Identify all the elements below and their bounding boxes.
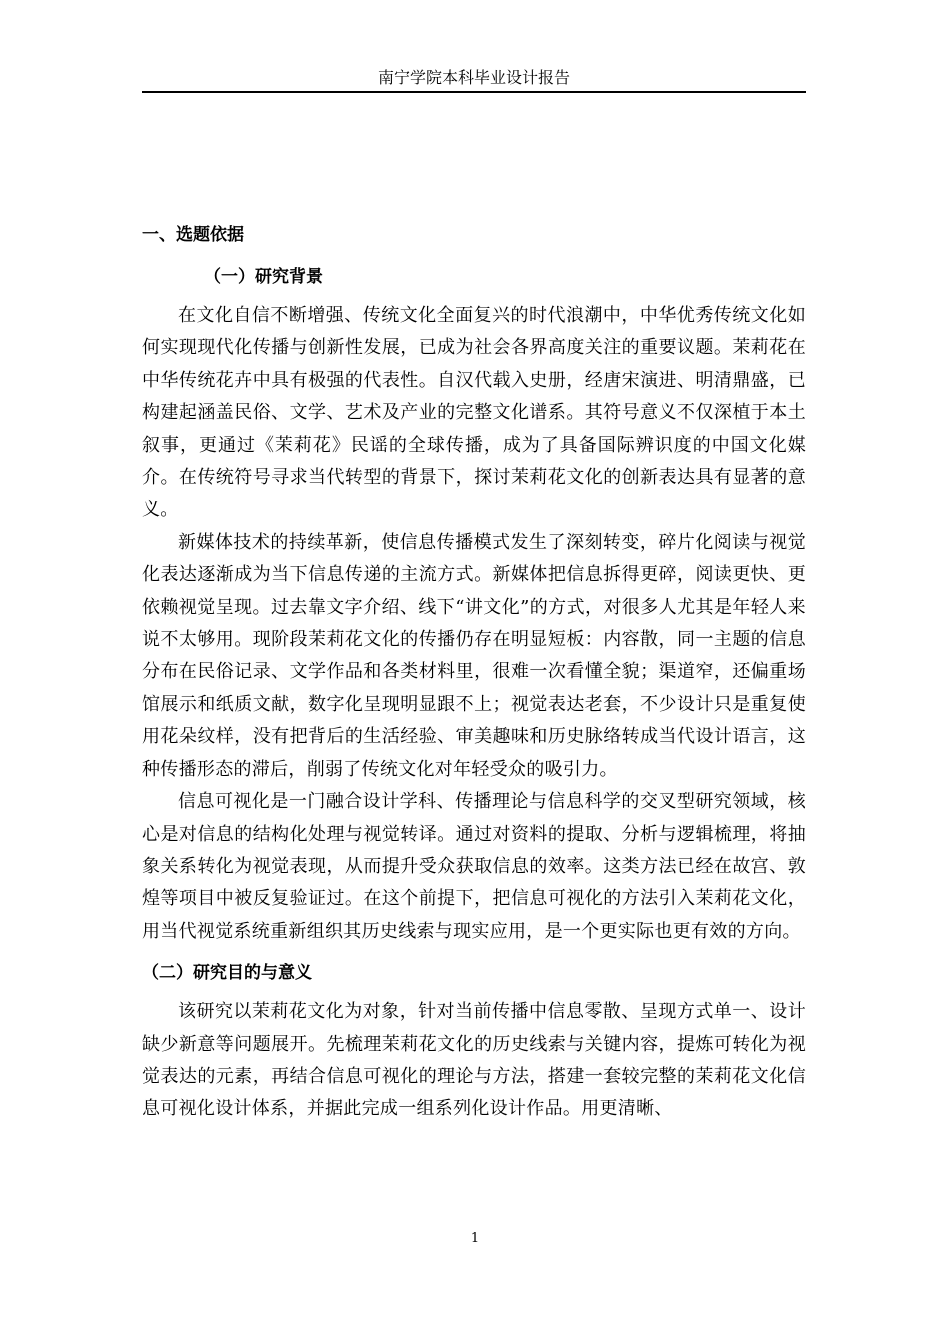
paragraph-background-3: 信息可视化是一门融合设计学科、传播理论与信息科学的交叉型研究领域，核心是对信息的结构化处理与视觉转译。通过对资料的提取、分析与逻辑梳理，将抽象关系转化为视觉表现，从而提升受众获取信息的效率。这类方法已经在故宫、敦煌等项目中被反复验证过。在这个前提下，把信息可视化的方法引入茉莉花文化，用当代视觉系统重新组织其历史线索与现实应用，是一个更实际也更有效的方向。 [142, 791, 806, 942]
document-body [142, 218, 806, 1126]
subsection-heading-purpose: （二）研究目的与意义 [142, 963, 312, 984]
section-heading-1: 一、选题依据 [142, 225, 244, 245]
paragraph-background-2: 新媒体技术的持续革新，使信息传播模式发生了深刻转变，碎片化阅读与视觉化表达逐渐成为当下信息传递的主流方式。新媒体把信息拆得更碎，阅读更快、更依赖视觉呈现。过去靠文字介绍、线下“讲文化”的方式，对很多人尤其是年轻人来说不太够用。现阶段茉莉花文化的传播仍存在明显短板：内容散，同一主题的信息分布在民俗记录、文学作品和各类材料里，很难一次看懂全貌；渠道窄，还偏重场馆展示和纸质文献，数字化呈现明显跟不上；视觉表达老套，不少设计只是重复使用花朵纹样，没有把背后的生活经验、审美趣味和历史脉络转成当代设计语言，这种传播形态的滞后，削弱了传统文化对年轻受众的吸引力。 [142, 531, 806, 780]
paragraph-background-1: 在文化自信不断增强、传统文化全面复兴的时代浪潮中，中华优秀传统文化如何实现现代化传播与创新性发展，已成为社会各界高度关注的重要议题。茉莉花在中华传统花卉中具有极强的代表性。自汉代载入史册，经唐宋演进、明清鼎盛，已构建起涵盖民俗、文学、艺术及产业的完整文化谱系。其符号意义不仅深植于本土叙事，更通过《茉莉花》民谣的全球传播，成为了具备国际辨识度的中国文化媒介。在传统符号寻求当代转型的背景下，探讨茉莉花文化的创新表达具有显著的意义。 [142, 305, 806, 521]
subsection-heading-background: （一）研究背景 [204, 267, 323, 287]
page-number: 1 [470, 1231, 480, 1246]
paragraph-purpose-1: 该研究以茉莉花文化为对象，针对当前传播中信息零散、呈现方式单一、设计缺少新意等问题展开。先梳理茉莉花文化的历史线索与关键内容，提炼可转化为视觉表达的元素，再结合信息可视化的理论与方法，搭建一套较完整的茉莉花文化信息可视化设计体系，并据此完成一组系列化设计作品。用更清晰、 [142, 1001, 806, 1120]
header-divider [142, 91, 806, 93]
page-header-title: 南宁学院本科毕业设计报告 [377, 68, 570, 87]
